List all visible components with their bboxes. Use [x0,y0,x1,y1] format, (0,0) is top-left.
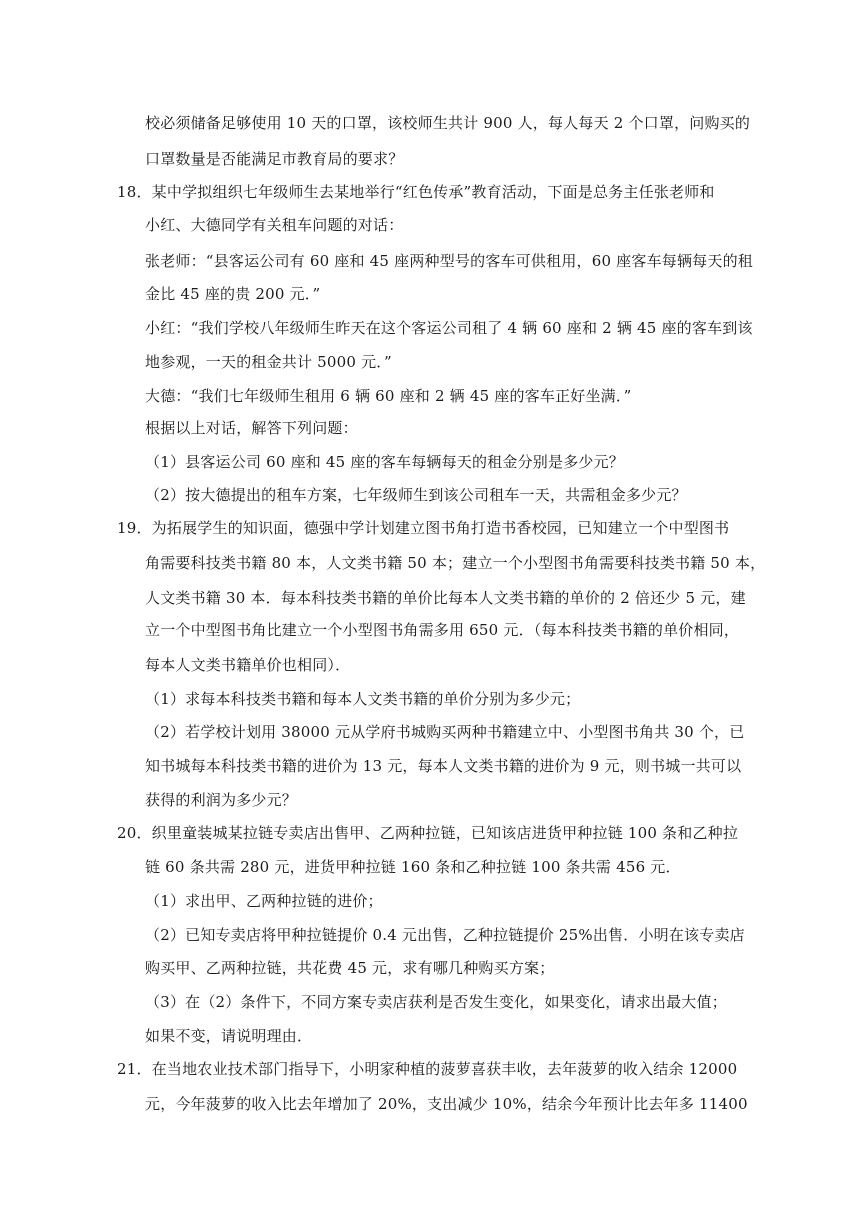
text-line: 购买甲、乙两种拉链，共花费 45 元，求有哪几种购买方案； [145,959,555,977]
text-line: 链 60 条共需 280 元，进货甲种拉链 160 条和乙种拉链 100 条共需 456 元． [145,858,681,876]
text-line: 校必须储备足够使用 10 天的口罩，该校师生共计 900 人，每人每天 2 个口罩，问购买的 [145,114,751,132]
text-line: 获得的利润为多少元？ [145,791,298,809]
text-line: 人文类书籍 30 本．每本科技类书籍的单价比每本人文类书籍的单价的 2 倍还少 5 元，建 [145,589,746,607]
text-line: 每本人文类书籍单价也相同）． [145,656,351,674]
text-line: 知书城每本科技类书籍的进价为 13 元，每本人文类书籍的进价为 9 元，则书城一共可以 [145,757,742,775]
sub-question: （2）按大德提出的租车方案，七年级师生到该公司租车一天，共需租金多少元？ [145,486,687,504]
sub-question: （1）求每本科技类书籍和每本人文类书籍的单价分别为多少元； [145,690,581,708]
text-line: 金比 45 座的贵 200 元．” [145,285,321,303]
text-line: 小红：“我们学校八年级师生昨天在这个客运公司租了 4 辆 60 座和 2 辆 45 座的客车到该 [145,319,753,337]
text-line: 大德：“我们七年级师生租用 6 辆 60 座和 2 辆 45 座的客车正好坐满．” [145,387,632,405]
text-line: 小红、大德同学有关租车问题的对话： [145,216,404,234]
text-line: 根据以上对话，解答下列问题： [145,419,358,437]
sub-question: （1）求出甲、乙两种拉链的进价； [145,892,383,910]
question-18-heading: 18．某中学拟组织七年级师生去某地举行“红色传承”教育活动，下面是总务主任张老师和 [117,183,715,201]
question-19-heading: 19．为拓展学生的知识面，德强中学计划建立图书角打造书香校园，已知建立一个中型图书 [117,519,730,537]
question-20-heading: 20．织里童装城某拉链专卖店出售甲、乙两种拉链，已知该店进货甲种拉链 100 条和乙种拉 [117,824,739,842]
text-line: 地参观，一天的租金共计 5000 元．” [145,353,392,371]
sub-question: （3）在（2）条件下，不同方案专卖店获利是否发生变化，如果变化，请求出最大值； [145,993,727,1011]
question-21-heading: 21．在当地农业技术部门指导下，小明家种植的菠萝喜获丰收，去年菠萝的收入结余 12000 [117,1060,738,1078]
sub-question: （2）若学校计划用 38000 元从学府书城购买两种书籍建立中、小型图书角共 30 个，已 [145,723,745,741]
text-line: 如果不变，请说明理由． [145,1027,313,1045]
sub-question: （2）已知专卖店将甲种拉链提价 0.4 元出售，乙种拉链提价 25%出售．小明在该专卖店 [145,926,745,944]
text-line: 张老师：“县客运公司有 60 座和 45 座两种型号的客车可供租用，60 座客车每辆每天的租 [145,252,753,270]
text-line: 元，今年菠萝的收入比去年增加了 20%，支出减少 10%，结余今年预计比去年多 11400 [145,1095,748,1113]
text-line: 口罩数量是否能满足市教育局的要求？ [145,150,404,168]
sub-question: （1）县客运公司 60 座和 45 座的客车每辆每天的租金分别是多少元？ [145,453,624,471]
text-line: 立一个中型图书角比建立一个小型图书角需多用 650 元．（每本科技类书籍的单价相同， [145,621,740,639]
text-line: 角需要科技类书籍 80 本，人文类书籍 50 本；建立一个小型图书角需要科技类书籍 50 本， [145,554,766,572]
